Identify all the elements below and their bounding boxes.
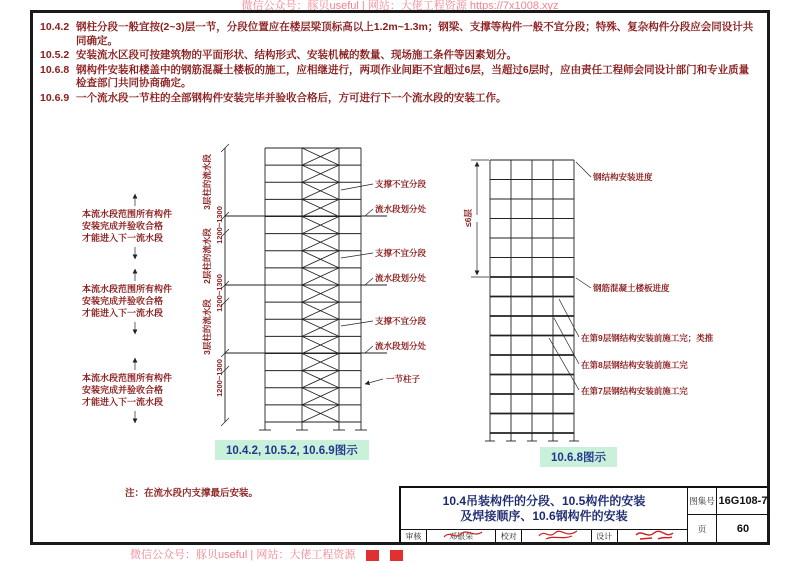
floor-note-label: 在第8层钢结构安装前施工完 — [581, 360, 688, 370]
atlas-number-label: 图集号 — [688, 488, 717, 514]
left-figure-caption: 10.4.2, 10.5.2, 10.6.9图示 — [215, 440, 369, 460]
leader-line — [576, 162, 591, 177]
sheet-title: 10.4吊装构件的分段、10.5构件的安装 及焊接顺序、10.6钢构件的安装 — [401, 488, 688, 530]
floor-note-label: 在第9层钢结构安装前施工完；类推 — [581, 333, 714, 343]
flow-note-block: 本流水段范围所有构件 安装完成并验收合格 才能进入下一流水段 — [82, 284, 173, 318]
clause-text: 安装流水区段可按建筑物的平面形状、结构形式、安装机械的数量、现场施工条件等因素划分。 — [76, 49, 517, 61]
page-label: 页 — [688, 515, 717, 542]
leader-line — [559, 299, 579, 337]
clause-text: 钢柱分段一般宜按(2~3)层一节，分段位置应在楼层梁顶标高以上1.2m~1.3m；钢梁、支撑等构件一般不宜分段；特殊、复杂构件分段应会同设计共同确定。 — [76, 21, 754, 47]
clause-number: 10.4.2 — [40, 21, 70, 33]
red-stamp-block — [366, 550, 379, 561]
leader-line — [341, 184, 373, 190]
clause-list — [40, 21, 758, 106]
story-limit-label: ≤6层 — [463, 209, 473, 227]
approve-label: 审核 — [401, 530, 427, 542]
clause — [40, 49, 758, 63]
right-figure-caption: 10.6.8图示 — [540, 447, 617, 467]
section-dim-label: 1200~1300 — [215, 206, 224, 244]
design-signature — [618, 530, 688, 542]
slab-progress-label: 钢筋混凝土楼板进度 — [593, 283, 670, 293]
leader-line — [576, 278, 591, 288]
flow-note-block: 本流水段范围所有构件 安装完成并验收合格 才能进入下一流水段 — [82, 373, 173, 407]
right-diagram — [455, 145, 765, 465]
watermark-top: 微信公众号：豚贝useful | 网站：大佬工程资源 https://7x1008.xyz — [241, 0, 559, 12]
clause — [40, 64, 758, 91]
title-block — [399, 486, 767, 542]
clause-number: 10.6.9 — [40, 91, 70, 104]
clause-text: 一个流水段一节柱的全部钢构件安装完毕并验收合格后，方可进行下一个流水段的安装工作。 — [76, 91, 507, 104]
division-note-label: 流水段划分处 — [375, 341, 427, 351]
division-note-label: 流水段划分处 — [375, 204, 427, 214]
check-signature — [522, 530, 592, 542]
red-stamp-block — [390, 550, 403, 561]
leader-line — [554, 318, 579, 364]
brace-note-label: 支撑不宜分段 — [375, 316, 427, 326]
signature-scribble — [441, 527, 485, 543]
section-dim-label: 1200~1300 — [215, 359, 224, 397]
clause-number: 10.5.2 — [40, 49, 70, 61]
leader-line — [549, 338, 579, 390]
watermark-bottom: 微信公众号：豚贝useful | 网站：大佬工程资源 — [130, 546, 403, 562]
brace-note-label: 支撑不宜分段 — [375, 248, 427, 258]
leader-line — [341, 253, 373, 258]
design-label: 设计 — [592, 530, 618, 542]
clause-number: 10.6.8 — [40, 63, 70, 76]
section-name-label: 3层柱的流水段 — [202, 299, 212, 355]
clause — [40, 21, 758, 48]
brace-note-label: 支撑不宜分段 — [375, 179, 427, 189]
column-piece-label: 一节柱子 — [386, 374, 421, 384]
building-frame-grid — [485, 160, 579, 441]
footnote: 注：在流水段内支撑最后安装。 — [125, 488, 259, 499]
leader-line — [365, 346, 373, 353]
clause — [40, 92, 758, 106]
division-note-label: 流水段划分处 — [375, 273, 427, 283]
floor-note-label: 在第7层钢结构安装前施工完 — [581, 386, 688, 396]
steel-progress-label: 钢结构安装进度 — [593, 172, 653, 182]
approve-name: 邓银荣 — [427, 530, 497, 542]
section-name-label: 2层柱的流水段 — [202, 228, 212, 284]
check-label: 校对 — [496, 530, 522, 542]
signature-scribble — [632, 527, 676, 543]
leader-arrow — [365, 379, 383, 384]
building-frame-grid — [259, 148, 367, 430]
clause-text: 钢构件安装和楼盖中的钢筋混凝土楼板的施工，应相继进行，两项作业间距不宜超过6层，当超过6层时，应由责任工程师会同设计部门和专业质量检查部门共同协商确定。 — [76, 63, 750, 89]
section-name-label: 3层柱的流水段 — [202, 154, 212, 210]
flow-note-block: 本流水段范围所有构件 安装完成并验收合格 才能进入下一流水段 — [82, 209, 173, 243]
section-dim-label: 1200~1300 — [215, 274, 224, 312]
leader-line — [341, 321, 373, 326]
atlas-number: 16G108-7 — [718, 495, 768, 507]
page-number: 60 — [736, 522, 750, 535]
signature-scribble — [536, 527, 580, 543]
signature-row — [401, 530, 688, 542]
leader-line — [365, 209, 373, 216]
leader-line — [365, 278, 373, 285]
title-block-right — [688, 488, 769, 542]
